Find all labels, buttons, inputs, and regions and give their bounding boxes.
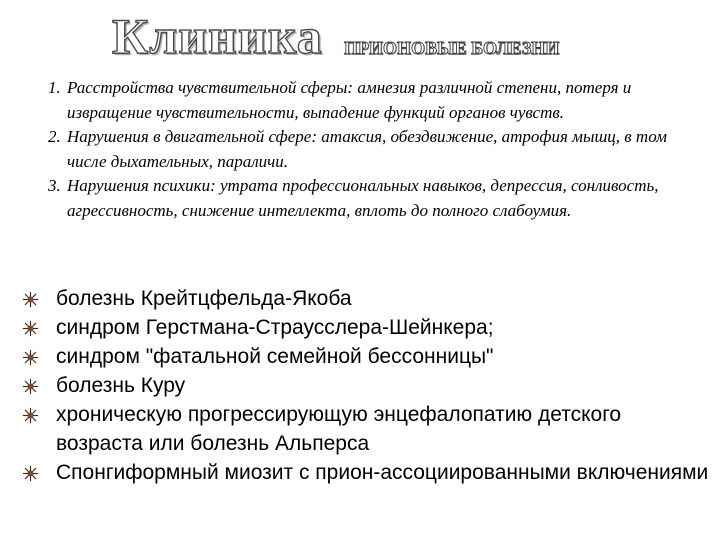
disease-item xyxy=(22,400,712,458)
symptom-number: 2. xyxy=(48,127,61,146)
symptom-item xyxy=(48,76,708,125)
disease-name: хроническую прогрессирующую энцефалопатию детского возраста или болезнь Альперса xyxy=(56,403,622,455)
disease-item xyxy=(22,342,712,371)
disease-list xyxy=(22,284,712,487)
symptom-text: Нарушения психики: утрата профессиональных навыков, депрессия, сонливость, агрессивность, снижение интеллекта, вплоть до полного слабоумия. xyxy=(67,176,659,220)
symptom-text: Расстройства чувствительной сферы: амнезия различной степени, потеря и извращение чувствительности, выпадение функций органов чувств. xyxy=(67,78,632,122)
disease-item xyxy=(22,371,712,400)
symptom-number: 3. xyxy=(48,176,61,195)
page-subtitle: ПРИОНОВЫЕ БОЛЕЗНИ xyxy=(344,38,560,58)
disease-name: синдром Герстмана-Страусслера-Шейнкера; xyxy=(56,316,494,339)
symptom-item xyxy=(48,174,708,223)
symptom-text: Нарушения в двигательной сфере: атаксия, обездвижение, атрофия мышц, в том числе дыхательных, параличи. xyxy=(67,127,667,171)
disease-name: болезнь Крейтцфельда-Якоба xyxy=(56,287,352,310)
disease-item xyxy=(22,458,712,487)
symptom-item xyxy=(48,125,708,174)
disease-name: синдром "фатальной семейной бессонницы" xyxy=(56,345,494,368)
symptom-list xyxy=(48,76,708,223)
symptom-number: 1. xyxy=(48,78,61,97)
starburst-bullet-icon xyxy=(22,320,39,337)
starburst-bullet-icon xyxy=(22,291,39,308)
starburst-bullet-icon xyxy=(22,349,39,366)
disease-item xyxy=(22,313,712,342)
page-title: Клиника xyxy=(112,8,323,64)
starburst-bullet-icon xyxy=(22,378,39,395)
disease-item xyxy=(22,284,712,313)
disease-name: болезнь Куру xyxy=(56,374,186,397)
slide-title xyxy=(112,8,672,68)
disease-name: Спонгиформный миозит с прион-ассоциированными включениями xyxy=(56,461,709,484)
starburst-bullet-icon xyxy=(22,407,39,424)
starburst-bullet-icon xyxy=(22,465,39,482)
